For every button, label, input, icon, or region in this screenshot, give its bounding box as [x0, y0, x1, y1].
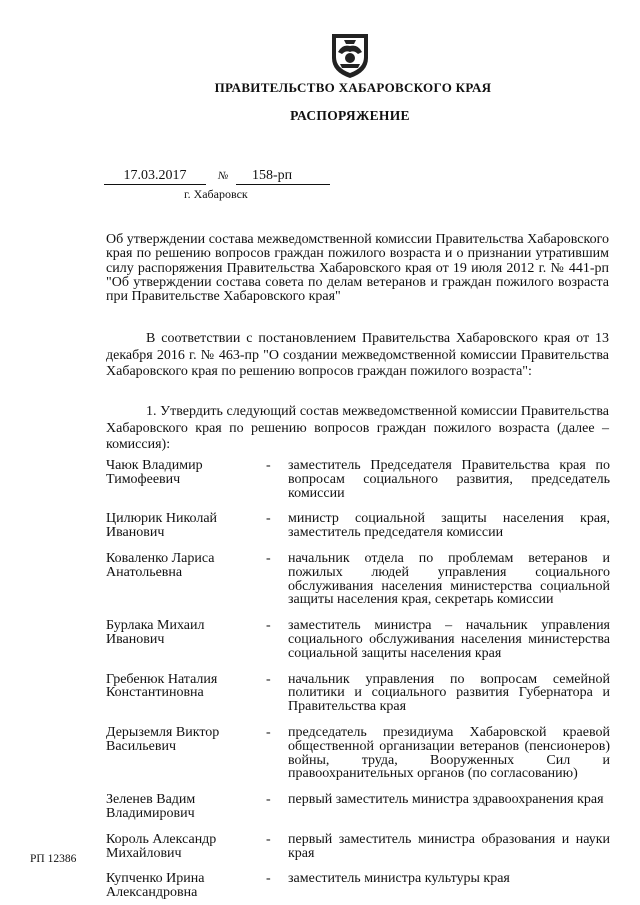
member-row [106, 673, 610, 714]
member-row [106, 833, 610, 861]
member-name: Гребенюк Наталия Константиновна [106, 671, 218, 701]
member-row [106, 619, 610, 660]
member-dash: - [266, 618, 271, 634]
document-city: г. Хабаровск [184, 187, 248, 201]
member-position: министр социальной защиты населения края, заместитель председателя комиссии [288, 511, 610, 541]
member-row [106, 872, 610, 900]
coat-of-arms-emblem [328, 30, 372, 80]
member-position: начальник отдела по проблемам ветеранов и пожилых людей управления социального обслуживания населения министерства социальной защиты населения края, секретарь комиссии [288, 550, 610, 608]
number-sign: № [218, 170, 229, 182]
registration-code: РП 12386 [30, 853, 77, 865]
member-dash: - [266, 792, 271, 808]
commission-members-list [106, 459, 610, 900]
body-paragraph-1: В соответствии с постановлением Правительства Хабаровского края от 13 декабря 2016 г. № 463-пр "О создании межведомственной комиссии Правительства Хабаровского края по решению вопросов граждан пожилого возраста": [106, 331, 609, 379]
document-number: 158-рп [236, 168, 330, 185]
member-row [106, 793, 610, 821]
member-dash: - [266, 458, 271, 473]
member-name: Зеленев Вадим Владимирович [106, 792, 196, 821]
body-paragraph-2: 1. Утвердить следующий состав межведомственной комиссии Правительства Хабаровского края по решению вопросов граждан пожилого возраста (далее – комиссия): [106, 404, 609, 452]
organization-title: ПРАВИТЕЛЬСТВО ХАБАРОВСКОГО КРАЯ [214, 80, 492, 95]
member-dash: - [266, 831, 271, 847]
member-position: первый заместитель министра образования и науки края [288, 831, 610, 861]
member-dash: - [266, 550, 271, 566]
member-dash: - [266, 871, 271, 887]
document-date: 17.03.2017 [104, 168, 206, 185]
member-position: председатель президиума Хабаровской краевой общественной организации ветеранов (пенсионеров) войны, труда, Вооруженных Сил и правоохранительных органов (по согласованию) [288, 724, 610, 782]
member-position: заместитель Председателя Правительства края по вопросам социального развития, председатель комиссии [288, 458, 610, 501]
document-type: РАСПОРЯЖЕНИЕ [290, 108, 410, 123]
document-subject: Об утверждении состава межведомственной комиссии Правительства Хабаровского края по решению вопросов граждан пожилого возраста и о признании утратившим силу распоряжения Правительства Хабаровского края от 19 июля 2012 г. № 441-рп "Об утверждении состава совета по делам ветеранов и граждан пожилого возраста при Правительстве Хабаровского края" [106, 232, 609, 305]
member-position: начальник управления по вопросам семейной политики и социального развития Губернатора и Правительства края [288, 671, 610, 715]
member-name: Коваленко Лариса Анатольевна [106, 550, 215, 580]
member-dash: - [266, 724, 271, 740]
member-position: заместитель министра – начальник управления социального обслуживания населения министерства социальной защиты населения края [288, 618, 610, 661]
member-name: Цилюрик Николай Иванович [106, 511, 218, 541]
member-name: Купченко Ирина Александровна [106, 871, 205, 901]
member-row [106, 726, 610, 781]
member-position: заместитель министра культуры края [288, 871, 510, 887]
member-dash: - [266, 511, 271, 527]
member-name: Король Александр Михайлович [106, 831, 217, 861]
member-position: первый заместитель министра здравоохранения края [288, 792, 604, 808]
member-row [106, 512, 610, 540]
member-row [106, 552, 610, 607]
member-dash: - [266, 671, 271, 687]
member-name: Бурлака Михаил Иванович [106, 618, 205, 647]
member-name: Дерыземля Виктор Васильевич [106, 724, 220, 754]
member-row [106, 459, 610, 500]
member-name: Чаюк Владимир Тимофеевич [106, 458, 203, 487]
